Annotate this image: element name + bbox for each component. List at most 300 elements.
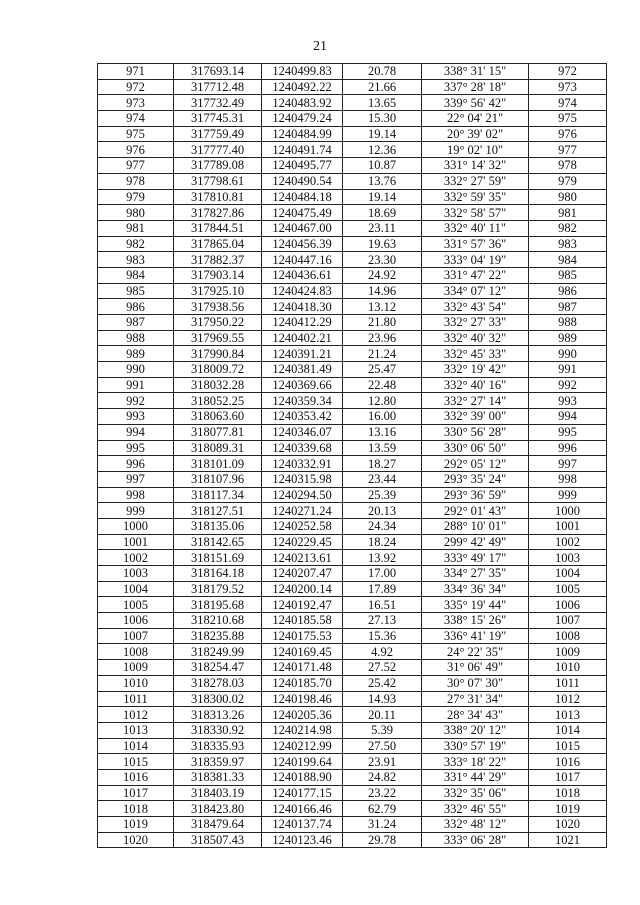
next-point-cell: 1016 bbox=[529, 754, 607, 770]
y-coordinate-cell: 1240177.15 bbox=[262, 785, 343, 801]
next-point-cell: 988 bbox=[529, 315, 607, 331]
y-coordinate-cell: 1240456.39 bbox=[262, 236, 343, 252]
bearing-cell: 331° 57' 36" bbox=[422, 236, 529, 252]
table-row bbox=[98, 456, 607, 472]
x-coordinate-cell: 318359.97 bbox=[174, 754, 262, 770]
point-id-cell: 1007 bbox=[98, 628, 174, 644]
y-coordinate-cell: 1240369.66 bbox=[262, 377, 343, 393]
distance-cell: 31.24 bbox=[343, 817, 422, 833]
table-row bbox=[98, 487, 607, 503]
table-row bbox=[98, 409, 607, 425]
bearing-cell: 332° 40' 32" bbox=[422, 330, 529, 346]
point-id-cell: 1015 bbox=[98, 754, 174, 770]
next-point-cell: 984 bbox=[529, 252, 607, 268]
next-point-cell: 997 bbox=[529, 456, 607, 472]
distance-cell: 20.13 bbox=[343, 503, 422, 519]
point-id-cell: 978 bbox=[98, 173, 174, 189]
y-coordinate-cell: 1240123.46 bbox=[262, 832, 343, 848]
y-coordinate-cell: 1240447.16 bbox=[262, 252, 343, 268]
table-row bbox=[98, 220, 607, 236]
next-point-cell: 998 bbox=[529, 471, 607, 487]
y-coordinate-cell: 1240483.92 bbox=[262, 95, 343, 111]
distance-cell: 5.39 bbox=[343, 722, 422, 738]
next-point-cell: 1000 bbox=[529, 503, 607, 519]
x-coordinate-cell: 318479.64 bbox=[174, 817, 262, 833]
table-row bbox=[98, 675, 607, 691]
x-coordinate-cell: 317712.48 bbox=[174, 79, 262, 95]
table-row bbox=[98, 64, 607, 80]
table-row bbox=[98, 315, 607, 331]
y-coordinate-cell: 1240315.98 bbox=[262, 471, 343, 487]
next-point-cell: 1009 bbox=[529, 644, 607, 660]
table-row bbox=[98, 769, 607, 785]
y-coordinate-cell: 1240199.64 bbox=[262, 754, 343, 770]
distance-cell: 14.93 bbox=[343, 691, 422, 707]
distance-cell: 25.39 bbox=[343, 487, 422, 503]
y-coordinate-cell: 1240137.74 bbox=[262, 817, 343, 833]
bearing-cell: 332° 27' 59" bbox=[422, 173, 529, 189]
bearing-cell: 332° 58' 57" bbox=[422, 205, 529, 221]
next-point-cell: 982 bbox=[529, 220, 607, 236]
bearing-cell: 334° 07' 12" bbox=[422, 283, 529, 299]
point-id-cell: 1020 bbox=[98, 832, 174, 848]
y-coordinate-cell: 1240491.74 bbox=[262, 142, 343, 158]
bearing-cell: 332° 45' 33" bbox=[422, 346, 529, 362]
x-coordinate-cell: 318179.52 bbox=[174, 581, 262, 597]
bearing-cell: 338° 20' 12" bbox=[422, 722, 529, 738]
point-id-cell: 986 bbox=[98, 299, 174, 315]
x-coordinate-cell: 318403.19 bbox=[174, 785, 262, 801]
next-point-cell: 1019 bbox=[529, 801, 607, 817]
bearing-cell: 292° 05' 12" bbox=[422, 456, 529, 472]
bearing-cell: 332° 40' 11" bbox=[422, 220, 529, 236]
next-point-cell: 972 bbox=[529, 64, 607, 80]
point-id-cell: 1012 bbox=[98, 707, 174, 723]
next-point-cell: 1006 bbox=[529, 597, 607, 613]
next-point-cell: 1017 bbox=[529, 769, 607, 785]
x-coordinate-cell: 317777.40 bbox=[174, 142, 262, 158]
table-row bbox=[98, 95, 607, 111]
x-coordinate-cell: 317844.51 bbox=[174, 220, 262, 236]
next-point-cell: 995 bbox=[529, 424, 607, 440]
x-coordinate-cell: 317693.14 bbox=[174, 64, 262, 80]
distance-cell: 23.44 bbox=[343, 471, 422, 487]
distance-cell: 19.14 bbox=[343, 126, 422, 142]
next-point-cell: 990 bbox=[529, 346, 607, 362]
distance-cell: 23.30 bbox=[343, 252, 422, 268]
bearing-cell: 30° 07' 30" bbox=[422, 675, 529, 691]
table-row bbox=[98, 205, 607, 221]
table-row bbox=[98, 754, 607, 770]
page-number: 21 bbox=[313, 39, 327, 54]
y-coordinate-cell: 1240185.70 bbox=[262, 675, 343, 691]
y-coordinate-cell: 1240418.30 bbox=[262, 299, 343, 315]
bearing-cell: 339° 56' 42" bbox=[422, 95, 529, 111]
bearing-cell: 334° 27' 35" bbox=[422, 566, 529, 582]
x-coordinate-cell: 318117.34 bbox=[174, 487, 262, 503]
bearing-cell: 331° 14' 32" bbox=[422, 158, 529, 174]
bearing-cell: 293° 36' 59" bbox=[422, 487, 529, 503]
bearing-cell: 332° 46' 55" bbox=[422, 801, 529, 817]
distance-cell: 13.59 bbox=[343, 440, 422, 456]
table-row bbox=[98, 173, 607, 189]
next-point-cell: 975 bbox=[529, 111, 607, 127]
point-id-cell: 971 bbox=[98, 64, 174, 80]
table-row bbox=[98, 236, 607, 252]
next-point-cell: 1004 bbox=[529, 566, 607, 582]
bearing-cell: 330° 56' 28" bbox=[422, 424, 529, 440]
table-row bbox=[98, 440, 607, 456]
distance-cell: 18.69 bbox=[343, 205, 422, 221]
distance-cell: 20.11 bbox=[343, 707, 422, 723]
point-id-cell: 981 bbox=[98, 220, 174, 236]
table-row bbox=[98, 267, 607, 283]
next-point-cell: 987 bbox=[529, 299, 607, 315]
y-coordinate-cell: 1240212.99 bbox=[262, 738, 343, 754]
next-point-cell: 1008 bbox=[529, 628, 607, 644]
next-point-cell: 1010 bbox=[529, 660, 607, 676]
next-point-cell: 994 bbox=[529, 409, 607, 425]
point-id-cell: 1006 bbox=[98, 613, 174, 629]
distance-cell: 23.11 bbox=[343, 220, 422, 236]
y-coordinate-cell: 1240166.46 bbox=[262, 801, 343, 817]
x-coordinate-cell: 318381.33 bbox=[174, 769, 262, 785]
distance-cell: 25.47 bbox=[343, 362, 422, 378]
x-coordinate-cell: 317789.08 bbox=[174, 158, 262, 174]
bearing-cell: 299° 42' 49" bbox=[422, 534, 529, 550]
table-row bbox=[98, 299, 607, 315]
table-row bbox=[98, 158, 607, 174]
distance-cell: 24.82 bbox=[343, 769, 422, 785]
table-row bbox=[98, 503, 607, 519]
next-point-cell: 991 bbox=[529, 362, 607, 378]
table-row bbox=[98, 832, 607, 848]
x-coordinate-cell: 317759.49 bbox=[174, 126, 262, 142]
next-point-cell: 1005 bbox=[529, 581, 607, 597]
x-coordinate-cell: 318278.03 bbox=[174, 675, 262, 691]
bearing-cell: 332° 48' 12" bbox=[422, 817, 529, 833]
x-coordinate-cell: 318313.26 bbox=[174, 707, 262, 723]
bearing-cell: 331° 47' 22" bbox=[422, 267, 529, 283]
distance-cell: 27.50 bbox=[343, 738, 422, 754]
y-coordinate-cell: 1240169.45 bbox=[262, 644, 343, 660]
point-id-cell: 1010 bbox=[98, 675, 174, 691]
y-coordinate-cell: 1240192.47 bbox=[262, 597, 343, 613]
point-id-cell: 983 bbox=[98, 252, 174, 268]
y-coordinate-cell: 1240271.24 bbox=[262, 503, 343, 519]
bearing-cell: 335° 19' 44" bbox=[422, 597, 529, 613]
y-coordinate-cell: 1240229.45 bbox=[262, 534, 343, 550]
y-coordinate-cell: 1240205.36 bbox=[262, 707, 343, 723]
x-coordinate-cell: 318107.96 bbox=[174, 471, 262, 487]
point-id-cell: 987 bbox=[98, 315, 174, 331]
x-coordinate-cell: 318249.99 bbox=[174, 644, 262, 660]
point-id-cell: 1009 bbox=[98, 660, 174, 676]
x-coordinate-cell: 317938.56 bbox=[174, 299, 262, 315]
table-row bbox=[98, 424, 607, 440]
y-coordinate-cell: 1240391.21 bbox=[262, 346, 343, 362]
distance-cell: 18.24 bbox=[343, 534, 422, 550]
next-point-cell: 992 bbox=[529, 377, 607, 393]
table-row bbox=[98, 330, 607, 346]
x-coordinate-cell: 318330.92 bbox=[174, 722, 262, 738]
distance-cell: 14.96 bbox=[343, 283, 422, 299]
table-row bbox=[98, 801, 607, 817]
table-row bbox=[98, 628, 607, 644]
y-coordinate-cell: 1240294.50 bbox=[262, 487, 343, 503]
x-coordinate-cell: 317865.04 bbox=[174, 236, 262, 252]
table-row bbox=[98, 738, 607, 754]
y-coordinate-cell: 1240495.77 bbox=[262, 158, 343, 174]
bearing-cell: 19° 02' 10" bbox=[422, 142, 529, 158]
point-id-cell: 1003 bbox=[98, 566, 174, 582]
bearing-cell: 332° 27' 14" bbox=[422, 393, 529, 409]
distance-cell: 12.36 bbox=[343, 142, 422, 158]
point-id-cell: 1000 bbox=[98, 518, 174, 534]
table-row bbox=[98, 691, 607, 707]
table-row bbox=[98, 660, 607, 676]
y-coordinate-cell: 1240207.47 bbox=[262, 566, 343, 582]
x-coordinate-cell: 318063.60 bbox=[174, 409, 262, 425]
next-point-cell: 1001 bbox=[529, 518, 607, 534]
distance-cell: 23.96 bbox=[343, 330, 422, 346]
distance-cell: 17.89 bbox=[343, 581, 422, 597]
y-coordinate-cell: 1240484.99 bbox=[262, 126, 343, 142]
x-coordinate-cell: 318507.43 bbox=[174, 832, 262, 848]
y-coordinate-cell: 1240402.21 bbox=[262, 330, 343, 346]
point-id-cell: 996 bbox=[98, 456, 174, 472]
next-point-cell: 1015 bbox=[529, 738, 607, 754]
bearing-cell: 22° 04' 21" bbox=[422, 111, 529, 127]
next-point-cell: 981 bbox=[529, 205, 607, 221]
next-point-cell: 976 bbox=[529, 126, 607, 142]
next-point-cell: 977 bbox=[529, 142, 607, 158]
table-row bbox=[98, 142, 607, 158]
point-id-cell: 991 bbox=[98, 377, 174, 393]
point-id-cell: 1004 bbox=[98, 581, 174, 597]
point-id-cell: 980 bbox=[98, 205, 174, 221]
bearing-cell: 333° 18' 22" bbox=[422, 754, 529, 770]
distance-cell: 19.63 bbox=[343, 236, 422, 252]
y-coordinate-cell: 1240490.54 bbox=[262, 173, 343, 189]
distance-cell: 18.27 bbox=[343, 456, 422, 472]
point-id-cell: 988 bbox=[98, 330, 174, 346]
y-coordinate-cell: 1240381.49 bbox=[262, 362, 343, 378]
y-coordinate-cell: 1240346.07 bbox=[262, 424, 343, 440]
distance-cell: 13.76 bbox=[343, 173, 422, 189]
y-coordinate-cell: 1240214.98 bbox=[262, 722, 343, 738]
x-coordinate-cell: 318195.68 bbox=[174, 597, 262, 613]
next-point-cell: 980 bbox=[529, 189, 607, 205]
x-coordinate-cell: 318135.06 bbox=[174, 518, 262, 534]
point-id-cell: 997 bbox=[98, 471, 174, 487]
distance-cell: 16.00 bbox=[343, 409, 422, 425]
next-point-cell: 1011 bbox=[529, 675, 607, 691]
next-point-cell: 1003 bbox=[529, 550, 607, 566]
table-row bbox=[98, 252, 607, 268]
distance-cell: 62.79 bbox=[343, 801, 422, 817]
distance-cell: 24.92 bbox=[343, 267, 422, 283]
y-coordinate-cell: 1240252.58 bbox=[262, 518, 343, 534]
point-id-cell: 985 bbox=[98, 283, 174, 299]
y-coordinate-cell: 1240353.42 bbox=[262, 409, 343, 425]
bearing-cell: 28° 34' 43" bbox=[422, 707, 529, 723]
bearing-cell: 292° 01' 43" bbox=[422, 503, 529, 519]
bearing-cell: 338° 15' 26" bbox=[422, 613, 529, 629]
x-coordinate-cell: 318151.69 bbox=[174, 550, 262, 566]
y-coordinate-cell: 1240213.61 bbox=[262, 550, 343, 566]
point-id-cell: 976 bbox=[98, 142, 174, 158]
x-coordinate-cell: 317990.84 bbox=[174, 346, 262, 362]
distance-cell: 13.92 bbox=[343, 550, 422, 566]
distance-cell: 20.78 bbox=[343, 64, 422, 80]
table-row bbox=[98, 581, 607, 597]
point-id-cell: 1018 bbox=[98, 801, 174, 817]
table-row bbox=[98, 126, 607, 142]
y-coordinate-cell: 1240412.29 bbox=[262, 315, 343, 331]
coordinates-table bbox=[97, 63, 607, 848]
distance-cell: 27.13 bbox=[343, 613, 422, 629]
next-point-cell: 974 bbox=[529, 95, 607, 111]
table-row bbox=[98, 707, 607, 723]
x-coordinate-cell: 318254.47 bbox=[174, 660, 262, 676]
point-id-cell: 979 bbox=[98, 189, 174, 205]
table-row bbox=[98, 377, 607, 393]
bearing-cell: 24° 22' 35" bbox=[422, 644, 529, 660]
y-coordinate-cell: 1240339.68 bbox=[262, 440, 343, 456]
x-coordinate-cell: 318164.18 bbox=[174, 566, 262, 582]
table-row bbox=[98, 79, 607, 95]
y-coordinate-cell: 1240188.90 bbox=[262, 769, 343, 785]
y-coordinate-cell: 1240171.48 bbox=[262, 660, 343, 676]
y-coordinate-cell: 1240185.58 bbox=[262, 613, 343, 629]
next-point-cell: 1012 bbox=[529, 691, 607, 707]
table-row bbox=[98, 111, 607, 127]
x-coordinate-cell: 317969.55 bbox=[174, 330, 262, 346]
y-coordinate-cell: 1240475.49 bbox=[262, 205, 343, 221]
point-id-cell: 975 bbox=[98, 126, 174, 142]
point-id-cell: 992 bbox=[98, 393, 174, 409]
table-row bbox=[98, 613, 607, 629]
next-point-cell: 973 bbox=[529, 79, 607, 95]
y-coordinate-cell: 1240424.83 bbox=[262, 283, 343, 299]
x-coordinate-cell: 318335.93 bbox=[174, 738, 262, 754]
next-point-cell: 989 bbox=[529, 330, 607, 346]
point-id-cell: 989 bbox=[98, 346, 174, 362]
next-point-cell: 996 bbox=[529, 440, 607, 456]
distance-cell: 22.48 bbox=[343, 377, 422, 393]
point-id-cell: 998 bbox=[98, 487, 174, 503]
table-row bbox=[98, 518, 607, 534]
table-row bbox=[98, 283, 607, 299]
table-row bbox=[98, 189, 607, 205]
bearing-cell: 332° 35' 06" bbox=[422, 785, 529, 801]
x-coordinate-cell: 318089.31 bbox=[174, 440, 262, 456]
distance-cell: 21.66 bbox=[343, 79, 422, 95]
next-point-cell: 1007 bbox=[529, 613, 607, 629]
bearing-cell: 336° 41' 19" bbox=[422, 628, 529, 644]
table-row bbox=[98, 471, 607, 487]
point-id-cell: 1001 bbox=[98, 534, 174, 550]
table-row bbox=[98, 362, 607, 378]
y-coordinate-cell: 1240467.00 bbox=[262, 220, 343, 236]
distance-cell: 12.80 bbox=[343, 393, 422, 409]
bearing-cell: 331° 44' 29" bbox=[422, 769, 529, 785]
y-coordinate-cell: 1240484.18 bbox=[262, 189, 343, 205]
table-row bbox=[98, 566, 607, 582]
bearing-cell: 332° 27' 33" bbox=[422, 315, 529, 331]
distance-cell: 13.12 bbox=[343, 299, 422, 315]
bearing-cell: 332° 40' 16" bbox=[422, 377, 529, 393]
point-id-cell: 1008 bbox=[98, 644, 174, 660]
table-row bbox=[98, 550, 607, 566]
table-row bbox=[98, 393, 607, 409]
x-coordinate-cell: 317950.22 bbox=[174, 315, 262, 331]
next-point-cell: 1013 bbox=[529, 707, 607, 723]
point-id-cell: 1019 bbox=[98, 817, 174, 833]
point-id-cell: 1014 bbox=[98, 738, 174, 754]
table-row bbox=[98, 817, 607, 833]
bearing-cell: 332° 19' 42" bbox=[422, 362, 529, 378]
point-id-cell: 1002 bbox=[98, 550, 174, 566]
next-point-cell: 993 bbox=[529, 393, 607, 409]
bearing-cell: 333° 49' 17" bbox=[422, 550, 529, 566]
distance-cell: 23.22 bbox=[343, 785, 422, 801]
x-coordinate-cell: 317798.61 bbox=[174, 173, 262, 189]
bearing-cell: 337° 28' 18" bbox=[422, 79, 529, 95]
x-coordinate-cell: 317882.37 bbox=[174, 252, 262, 268]
distance-cell: 24.34 bbox=[343, 518, 422, 534]
y-coordinate-cell: 1240198.46 bbox=[262, 691, 343, 707]
distance-cell: 29.78 bbox=[343, 832, 422, 848]
bearing-cell: 288° 10' 01" bbox=[422, 518, 529, 534]
table-row bbox=[98, 722, 607, 738]
y-coordinate-cell: 1240499.83 bbox=[262, 64, 343, 80]
point-id-cell: 984 bbox=[98, 267, 174, 283]
point-id-cell: 977 bbox=[98, 158, 174, 174]
distance-cell: 15.36 bbox=[343, 628, 422, 644]
y-coordinate-cell: 1240479.24 bbox=[262, 111, 343, 127]
next-point-cell: 1021 bbox=[529, 832, 607, 848]
x-coordinate-cell: 318009.72 bbox=[174, 362, 262, 378]
bearing-cell: 333° 04' 19" bbox=[422, 252, 529, 268]
next-point-cell: 979 bbox=[529, 173, 607, 189]
y-coordinate-cell: 1240436.61 bbox=[262, 267, 343, 283]
point-id-cell: 995 bbox=[98, 440, 174, 456]
bearing-cell: 332° 43' 54" bbox=[422, 299, 529, 315]
distance-cell: 23.91 bbox=[343, 754, 422, 770]
bearing-cell: 332° 59' 35" bbox=[422, 189, 529, 205]
x-coordinate-cell: 318300.02 bbox=[174, 691, 262, 707]
x-coordinate-cell: 317903.14 bbox=[174, 267, 262, 283]
distance-cell: 17.00 bbox=[343, 566, 422, 582]
point-id-cell: 973 bbox=[98, 95, 174, 111]
bearing-cell: 333° 06' 28" bbox=[422, 832, 529, 848]
bearing-cell: 330° 06' 50" bbox=[422, 440, 529, 456]
bearing-cell: 20° 39' 02" bbox=[422, 126, 529, 142]
y-coordinate-cell: 1240492.22 bbox=[262, 79, 343, 95]
distance-cell: 21.24 bbox=[343, 346, 422, 362]
distance-cell: 13.65 bbox=[343, 95, 422, 111]
point-id-cell: 1011 bbox=[98, 691, 174, 707]
distance-cell: 16.51 bbox=[343, 597, 422, 613]
bearing-cell: 332° 39' 00" bbox=[422, 409, 529, 425]
distance-cell: 21.80 bbox=[343, 315, 422, 331]
y-coordinate-cell: 1240175.53 bbox=[262, 628, 343, 644]
next-point-cell: 983 bbox=[529, 236, 607, 252]
x-coordinate-cell: 317810.81 bbox=[174, 189, 262, 205]
x-coordinate-cell: 318052.25 bbox=[174, 393, 262, 409]
